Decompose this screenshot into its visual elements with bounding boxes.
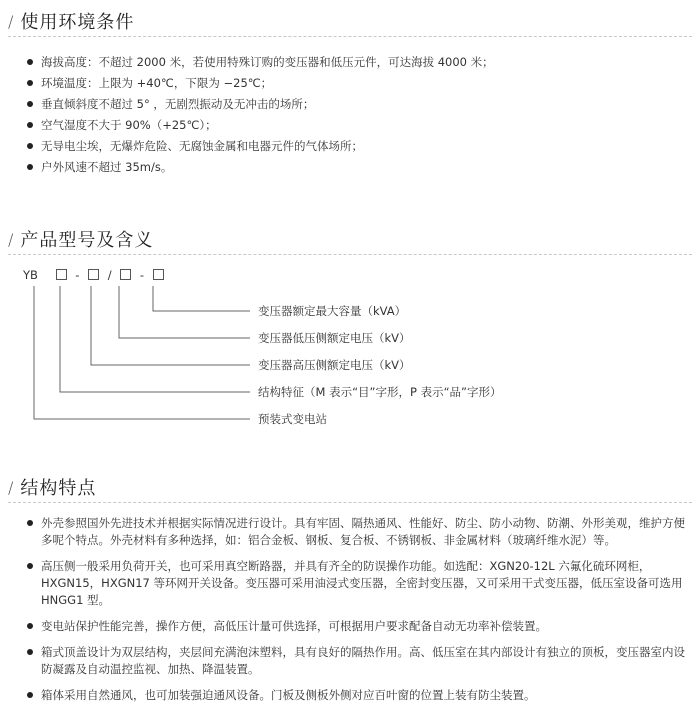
title-slash-icon: /	[8, 11, 15, 31]
model-label-station: 预装式变电站	[258, 412, 327, 426]
model-label-hv: 变压器高压侧额定电压（kV）	[258, 358, 411, 372]
section-title-text: 使用环境条件	[20, 12, 135, 33]
list-item: 海拔高度：不超过 2000 米，若使用特殊订购的变压器和低压元件，可达海拔 4000 米；	[23, 52, 494, 73]
list-item: 箱体采用自然通风，也可加装强迫通风设备。门板及侧板外侧对应百叶窗的位置上装有防尘装置。	[23, 687, 688, 704]
bracket-line-capacity	[153, 286, 250, 311]
title-slash-icon: /	[8, 229, 15, 249]
list-item: 变电站保护性能完善，操作方便，高低压计量可供选择，可根据用户要求配备自动无功率补偿装置。	[23, 618, 688, 635]
model-prefix: YB	[23, 268, 38, 282]
section-title-features	[8, 474, 96, 500]
list-item: 垂直倾斜度不超过 5° ，无剧烈振动及无冲击的场所；	[23, 94, 494, 115]
bracket-line-structure	[60, 286, 250, 392]
list-item: 外壳参照国外先进技术并根据实际情况进行设计。具有牢固、隔热通风、性能好、防尘、防小动物、防潮、外形美观，维护方便多呢个特点。外壳材料有多种选择，如：铝合金板、钢板、复合板、不锈钢板、非金属材料（玻璃纤维水泥）等。	[23, 515, 688, 549]
section-title-text: 结构特点	[20, 478, 97, 499]
list-item: 无导电尘埃，无爆炸危险、无腐蚀金属和电器元件的气体场所；	[23, 136, 494, 157]
model-label-structure: 结构特征（M 表示“目”字形，P 表示“品”字形）	[258, 385, 502, 399]
model-label-lv: 变压器低压侧额定电压（kV）	[258, 331, 411, 345]
list-item: 环境温度：上限为 +40℃，下限为 −25℃；	[23, 73, 494, 94]
title-slash-icon: /	[8, 477, 15, 497]
features-list	[23, 515, 688, 713]
list-item: 户外风速不超过 35m/s。	[23, 157, 494, 178]
list-item: 箱式顶盖设计为双层结构，夹层间充满泡沫塑料，具有良好的隔热作用。高、低压室在其内部设计有独立的顶板，变压器室内设防凝露及自动温控监视、加热、降温装置。	[23, 644, 688, 678]
bracket-line-hv	[91, 286, 250, 365]
model-separator: /	[107, 268, 112, 282]
divider	[8, 502, 692, 503]
section-title-text: 产品型号及含义	[20, 230, 154, 251]
list-item: 高压侧一般采用负荷开关，也可采用真空断路器，并具有齐全的防误操作功能。如选配：XGN20-12L 六氟化硫环网柜，HXGN15，HXGN17 等环网开关设备。变压器可采用油浸式变压器，全密封变压器，又可采用干式变压器，低压室设备可选用 HNGG1 型。	[23, 558, 688, 609]
model-separator: -	[139, 268, 145, 282]
bracket-line-station	[34, 286, 250, 419]
model-label-capacity: 变压器额定最大容量（kVA）	[258, 304, 407, 318]
bracket-line-lv	[119, 286, 250, 338]
list-item: 空气湿度不大于 90%（+25℃）；	[23, 115, 494, 136]
model-separator: -	[75, 268, 80, 282]
